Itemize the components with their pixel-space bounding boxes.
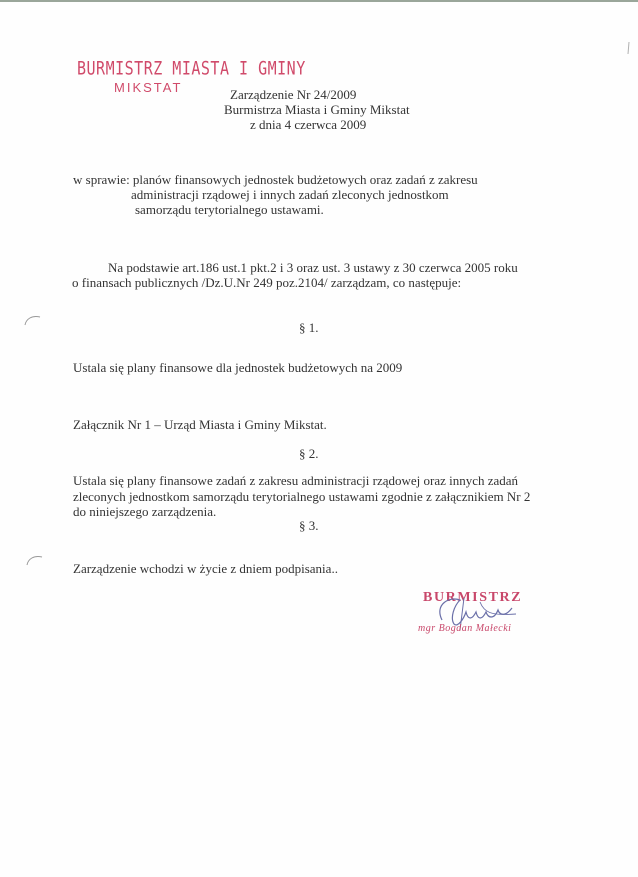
attachment-1: Załącznik Nr 1 – Urząd Miasta i Gminy Mikstat. xyxy=(73,417,327,432)
ordinance-date: z dnia 4 czerwca 2009 xyxy=(250,117,367,132)
margin-mark xyxy=(624,40,634,60)
stamp-office-title: BURMISTRZ MIASTA I GMINY xyxy=(77,57,306,80)
punch-hole-mark-lower xyxy=(24,553,44,573)
signature-stamp-name: mgr Bogdan Małecki xyxy=(418,623,512,634)
signature-stamp-title: BURMISTRZ xyxy=(423,590,523,605)
section-3-mark: § 3. xyxy=(299,518,319,533)
section-2-line-3: do niniejszego zarządzenia. xyxy=(73,504,217,519)
ordinance-issuer: Burmistrza Miasta i Gminy Mikstat xyxy=(224,102,410,117)
section-3-text: Zarządzenie wchodzi w życie z dniem podpisania.. xyxy=(73,561,338,576)
ordinance-number: Zarządzenie Nr 24/2009 xyxy=(230,87,357,102)
legal-basis-line-2: o finansach publicznych /Dz.U.Nr 249 poz.2104/ zarządzam, co następuje: xyxy=(72,275,462,290)
page-top-edge xyxy=(0,0,638,2)
section-1-text: Ustala się plany finansowe dla jednostek budżetowych na 2009 xyxy=(73,360,403,375)
section-1-mark: § 1. xyxy=(299,320,319,335)
subject-line-3: samorządu terytorialnego ustawami. xyxy=(135,202,324,217)
section-2-line-2: zleconych jednostkom samorządu terytorialnego ustawami zgodnie z załącznikiem Nr 2 xyxy=(73,489,531,504)
subject-line-2: administracji rządowej i innych zadań zleconych jednostkom xyxy=(131,187,449,202)
legal-basis-line-1: Na podstawie art.186 ust.1 pkt.2 i 3 oraz ust. 3 ustawy z 30 czerwca 2005 roku xyxy=(108,260,518,275)
section-2-line-1: Ustala się plany finansowe zadań z zakresu administracji rządowej oraz innych zadań xyxy=(73,473,519,488)
punch-hole-mark-upper xyxy=(22,313,42,333)
stamp-town-name: MIKSTAT xyxy=(114,80,183,95)
subject-line-1: w sprawie: planów finansowych jednostek budżetowych oraz zadań z zakresu xyxy=(73,172,478,187)
section-2-mark: § 2. xyxy=(299,446,319,461)
